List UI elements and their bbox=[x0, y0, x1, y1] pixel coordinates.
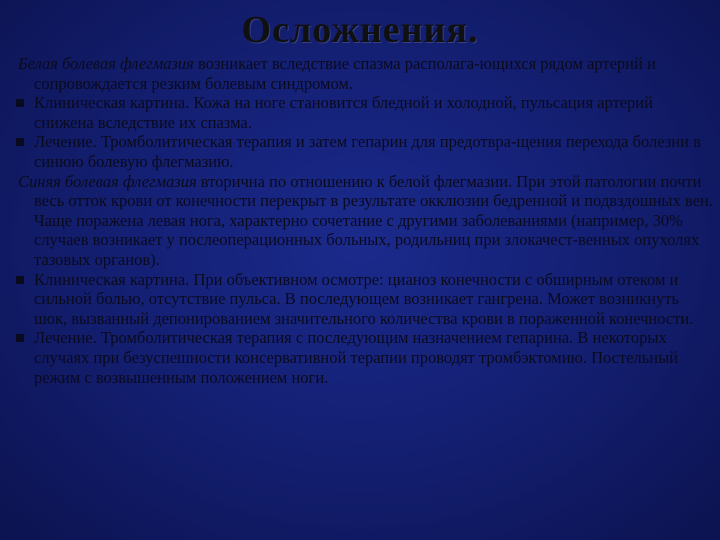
square-bullet-icon bbox=[16, 276, 24, 284]
paragraph-blue-phlegmasia bbox=[14, 172, 714, 270]
bullet-text: Лечение. Тромболитическая терапия с последующим назначением гепарина. В некоторых случаях при безуспешности консервативной терапии проводят тромбэктомию. Постельный режим с возвышенным положением ноги. bbox=[34, 328, 679, 387]
square-bullet-icon bbox=[16, 334, 24, 342]
bullet-text: Клиническая картина. При объективном осмотре: цианоз конечности с обширным отеком и сильной болью, отсутствие пульса. В последующем возникает гангрена. Может возникнуть шок, вызванный депонированием значительного количества крови в пораженной конечности. bbox=[34, 269, 694, 328]
slide-content bbox=[14, 54, 714, 387]
bullet-item-clinical-blue bbox=[14, 270, 714, 329]
paragraph-text: вторична по отношению к белой флегмазии. При этой патологии почти весь отток крови от конечности перекрыт в результате окклюзии бедренной и подвздошных вен. Чаще поражена левая нога, характерно сочетание с другими заболеваниями (например, 30% случаев возникает у послеоперационных больных, родильниц при злокачест-венных опухолях тазовых органов). bbox=[34, 171, 713, 269]
bullet-item-treatment-blue bbox=[14, 328, 714, 387]
square-bullet-icon bbox=[16, 138, 24, 146]
term-blue-phlegmasia: Синяя болевая флегмазия bbox=[18, 171, 197, 191]
paragraph-text: возникает вследствие спазма располага-ющихся рядом артерий и сопровождается резким болевым синдромом. bbox=[34, 54, 656, 93]
square-bullet-icon bbox=[16, 99, 24, 107]
bullet-text: Клиническая картина. Кожа на ноге становится бледной и холодной, пульсация артерий снижена вследствие их спазма. bbox=[34, 93, 653, 132]
bullet-item-treatment-white bbox=[14, 132, 714, 171]
term-white-phlegmasia: Белая болевая флегмазия bbox=[18, 54, 194, 73]
bullet-text: Лечение. Тромболитическая терапия и затем гепарин для предотвра-щения перехода болезни в синюю болевую флегмазию. bbox=[34, 132, 701, 171]
bullet-item-clinical-white bbox=[14, 93, 714, 132]
paragraph-white-phlegmasia bbox=[14, 54, 714, 93]
slide-title: Осложнения. bbox=[241, 9, 479, 51]
